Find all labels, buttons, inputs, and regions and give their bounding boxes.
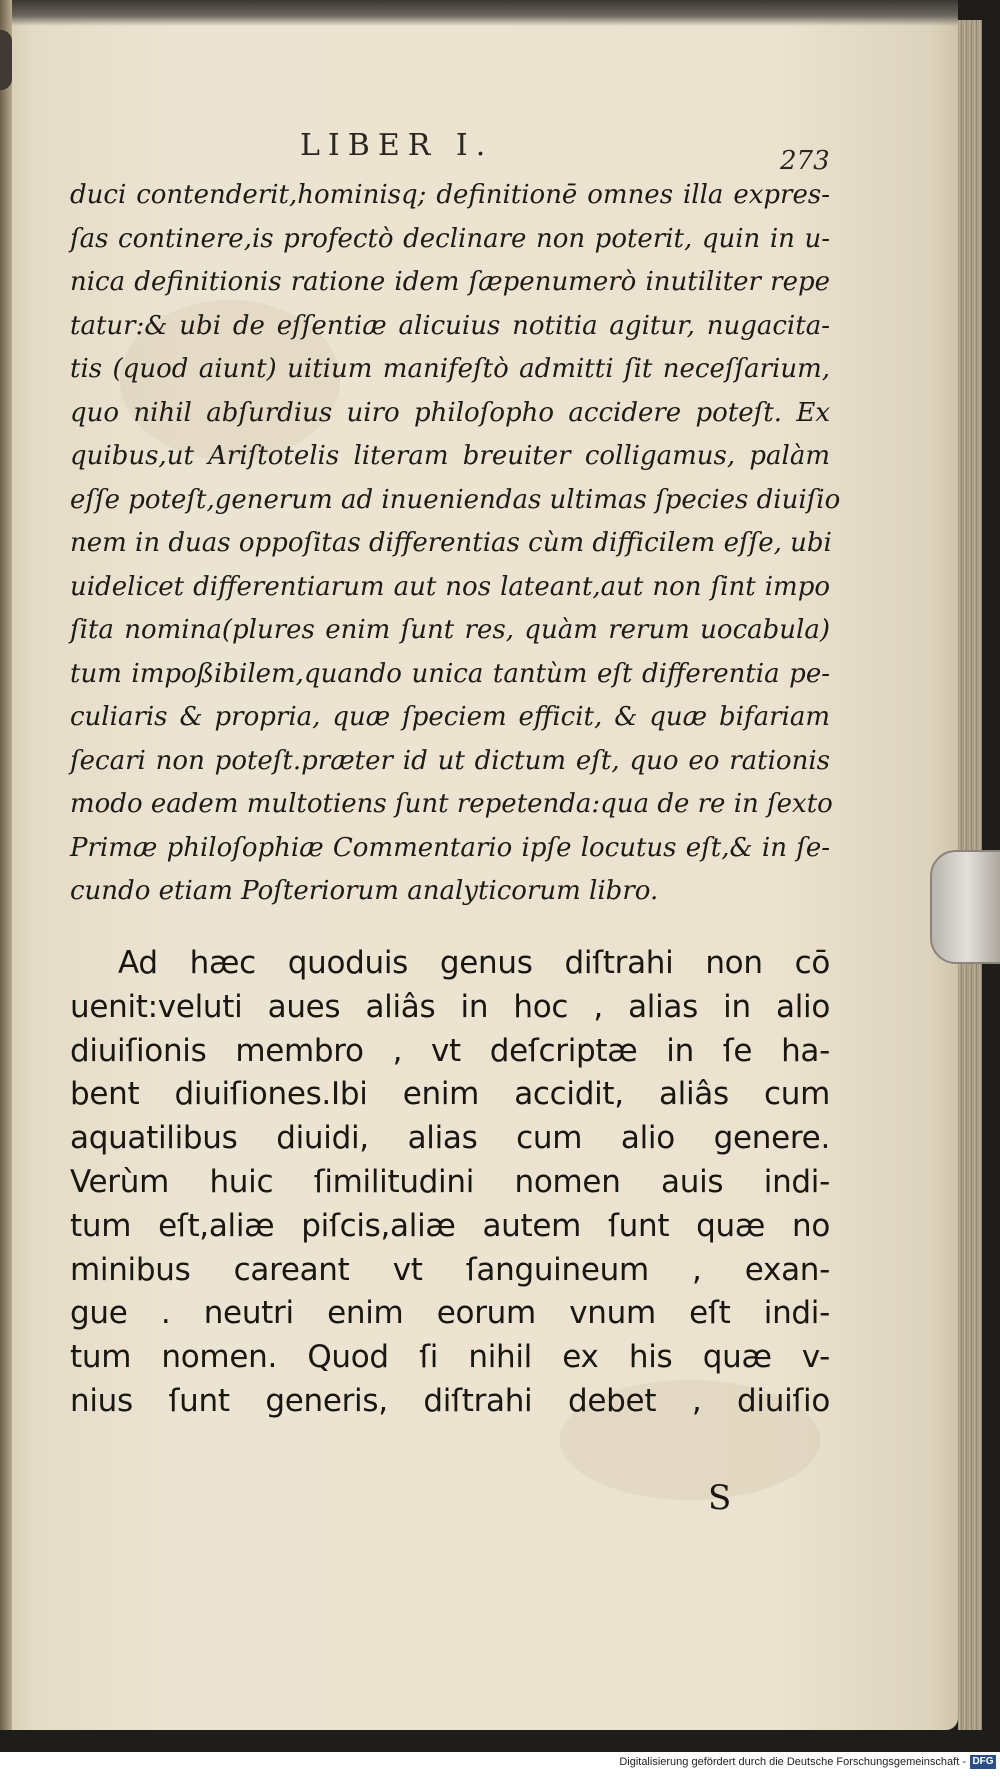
commentary-line: ſita nomina(plures enim ſunt res, quàm rerum uocabula) <box>70 615 830 645</box>
commentary-line: tum impoßibilem,quando unica tantùm eſt differentia pe- <box>70 658 830 689</box>
commentary-line: nica definitionis ratione idem ſæpenumerò inutiliter repe <box>70 267 830 297</box>
aristotle-line: tum nomen. Quod ſi nihil ex his quæ v- <box>70 1339 830 1376</box>
aristotle-line: Verùm huic ſimilitudini nomen auis indi- <box>70 1163 830 1200</box>
aristotle-line: tum eſt,aliæ piſcis,aliæ autem ſunt quæ no <box>70 1207 830 1244</box>
commentary-line: nem in duas oppoſitas differentias cùm difficilem eſſe, ubi <box>70 528 832 558</box>
aristotle-line: bent diuiſiones.Ibi enim accidit, aliâs cum <box>70 1076 830 1113</box>
aristotle-line: uenit:veluti aues aliâs in hoc , alias in alio <box>70 988 830 1025</box>
aristotle-text-block <box>70 942 830 1424</box>
dfg-logo: DFG <box>970 1755 996 1769</box>
commentary-line: cundo etiam Poſteriorum analyticorum libro. <box>70 876 659 906</box>
aristotle-line: diuiſionis membro , vt deſcriptæ in ſe ha- <box>70 1032 830 1069</box>
page-number: 273 <box>780 146 830 176</box>
commentary-line: duci contenderit,hominisq; definitionē omnes illa expres- <box>70 180 830 210</box>
page-gutter <box>0 0 12 1730</box>
signature-mark: S <box>708 1478 732 1518</box>
running-head: LIBER I. <box>300 128 494 163</box>
commentary-line: tatur:& ubi de eſſentiæ alicuius notitia agitur, nugacita- <box>70 310 830 341</box>
commentary-line: quibus,ut Ariſtotelis literam breuiter colligamus, palàm <box>70 441 830 471</box>
aristotle-line: Ad hæc quoduis genus diſtrahi non cō <box>118 945 830 981</box>
aristotle-line: nius ſunt generis, diſtrahi debet , diuiſio <box>70 1382 830 1419</box>
commentary-line: Primæ philoſophiæ Commentario ipſe locutus eſt,& in ſe- <box>70 832 830 863</box>
aristotle-line: gue . neutri enim eorum vnum eſt indi- <box>70 1295 830 1332</box>
commentary-line: quo nihil abſurdius uiro philoſopho accidere poteſt. Ex <box>70 397 830 428</box>
commentary-line: ſas continere,is profectò declinare non poterit, quin in u- <box>70 223 830 254</box>
digitization-credit: Digitalisierung gefördert durch die Deutsche Forschungsgemeinschaft - <box>619 1756 966 1768</box>
commentary-line: tis (quod aiunt) uitium manifeſtò admitti ſit neceſſarium, <box>70 354 830 384</box>
commentary-line: modo eadem multotiens ſunt repetenda:qua de re in ſexto <box>70 789 833 819</box>
aristotle-line: aquatilibus diuidi, alias cum alio genere. <box>70 1120 830 1157</box>
binding-shadow <box>0 30 12 90</box>
aristotle-line: minibus careant vt ſanguineum , exan- <box>70 1251 830 1288</box>
commentary-text-block <box>70 174 841 914</box>
commentary-line: uidelicet differentiarum aut nos lateant,aut non ſint impo <box>70 571 830 602</box>
commentary-line: eſſe poteſt,generum ad inueniendas ultimas ſpecies diuiſio <box>70 484 841 515</box>
page-clip <box>930 850 1000 964</box>
commentary-line: culiaris & propria, quæ ſpeciem efficit, & quæ bifariam <box>70 702 830 732</box>
commentary-line: ſecari non poteſt.præter id ut dictum eſt, quo eo rationis <box>70 745 830 776</box>
